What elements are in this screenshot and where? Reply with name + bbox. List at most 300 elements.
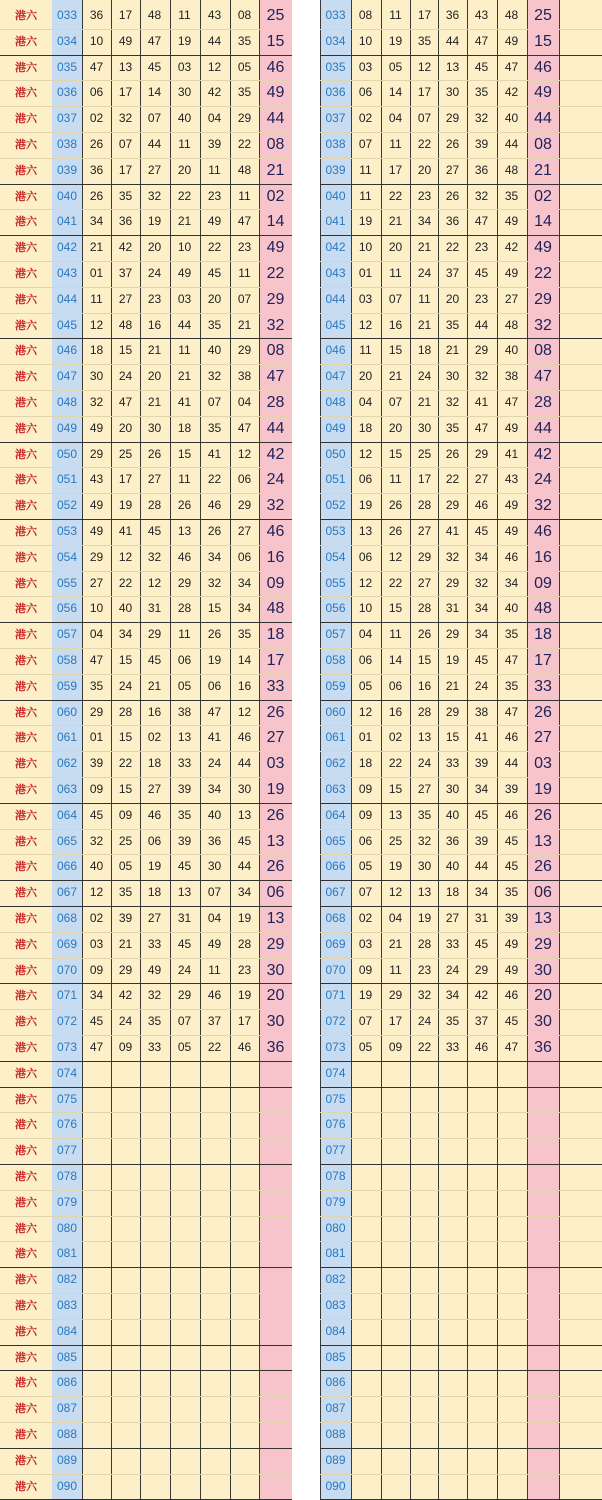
period-number: 074 [325, 1065, 346, 1080]
special-number: 49 [534, 84, 552, 102]
drawn-number: 44 [237, 756, 252, 771]
drawn-number: 21 [388, 936, 403, 951]
drawn-number [381, 1190, 410, 1216]
period-number: 065 [325, 833, 346, 848]
drawn-number [140, 1370, 169, 1396]
drawn-number: 05 [358, 1040, 373, 1054]
drawn-number: 22 [207, 1040, 222, 1054]
row-label: 港六 [15, 550, 37, 564]
drawn-number: 45 [504, 859, 519, 874]
drawn-number [230, 1190, 259, 1216]
drawn-number [230, 1422, 259, 1448]
table-row [320, 1396, 602, 1422]
special-number: 27 [266, 729, 285, 747]
drawn-number: 12 [358, 704, 373, 719]
drawn-number [497, 1061, 526, 1087]
row-label: 港六 [15, 834, 37, 848]
drawn-number [82, 1241, 111, 1267]
table-row [320, 1448, 602, 1474]
drawn-number: 44 [177, 317, 192, 332]
drawn-number: 32 [147, 549, 162, 564]
special-number [259, 1241, 292, 1267]
drawn-number [410, 1422, 439, 1448]
special-number: 32 [534, 316, 552, 334]
drawn-number: 46 [237, 730, 252, 745]
drawn-number: 20 [358, 369, 373, 384]
drawn-number [438, 1061, 467, 1087]
drawn-number: 26 [445, 188, 460, 203]
drawn-number: 19 [388, 859, 403, 874]
special-number [527, 1112, 559, 1138]
drawn-number: 06 [177, 653, 192, 667]
drawn-number: 32 [207, 369, 222, 384]
table-row [320, 1422, 602, 1448]
table-row [320, 958, 602, 984]
drawn-number [351, 1138, 380, 1164]
drawn-number: 27 [417, 575, 432, 590]
drawn-number: 47 [504, 59, 519, 74]
drawn-number: 26 [445, 446, 460, 461]
drawn-number [111, 1422, 140, 1448]
drawn-number: 47 [237, 420, 252, 435]
drawn-number: 19 [118, 498, 133, 513]
drawn-number [381, 1370, 410, 1396]
drawn-number [351, 1190, 380, 1216]
table-row [0, 1241, 292, 1267]
drawn-number [351, 1422, 380, 1448]
drawn-number: 05 [388, 59, 403, 74]
special-number: 09 [534, 574, 552, 592]
drawn-number: 27 [445, 911, 460, 925]
drawn-number [467, 1474, 496, 1500]
period-number: 088 [56, 1427, 78, 1441]
table-row [0, 416, 292, 442]
drawn-number: 33 [445, 936, 460, 951]
table-row [0, 1267, 292, 1293]
drawn-number: 49 [207, 936, 222, 951]
drawn-number: 28 [417, 498, 432, 513]
table-row [0, 880, 292, 906]
special-number: 02 [266, 187, 285, 205]
drawn-number [111, 1241, 140, 1267]
drawn-number [200, 1293, 229, 1319]
drawn-number: 40 [177, 111, 192, 126]
drawn-number: 27 [417, 782, 432, 796]
row-label: 港六 [15, 344, 37, 358]
drawn-number: 10 [358, 240, 373, 255]
drawn-number [467, 1112, 496, 1138]
row-label: 港六 [15, 731, 37, 745]
drawn-number: 23 [147, 291, 162, 306]
drawn-number: 11 [359, 343, 372, 358]
drawn-number: 48 [118, 317, 133, 332]
drawn-number [351, 1448, 380, 1474]
drawn-number: 34 [474, 885, 489, 900]
drawn-number: 22 [417, 137, 432, 151]
drawn-number: 07 [237, 291, 252, 306]
drawn-number: 43 [207, 8, 222, 22]
drawn-number: 40 [207, 343, 222, 358]
special-number: 47 [266, 368, 285, 386]
drawn-number: 26 [417, 627, 432, 642]
drawn-number: 22 [445, 472, 460, 487]
drawn-number: 45 [474, 524, 489, 538]
drawn-number: 19 [445, 653, 460, 667]
period-number: 066 [325, 859, 346, 874]
special-number: 36 [266, 1039, 285, 1056]
drawn-number: 26 [207, 524, 222, 538]
drawn-number: 07 [147, 111, 162, 126]
period-number: 078 [56, 1169, 78, 1183]
drawn-number: 32 [474, 111, 489, 126]
drawn-number: 48 [147, 8, 162, 22]
drawn-number: 21 [89, 240, 104, 255]
drawn-number: 17 [388, 1014, 403, 1029]
special-number: 33 [534, 677, 552, 695]
row-label: 港六 [15, 86, 37, 100]
drawn-number: 49 [504, 524, 519, 538]
drawn-number: 39 [89, 756, 104, 771]
row-label: 港六 [15, 1299, 37, 1312]
drawn-number: 17 [417, 85, 432, 100]
table-row [320, 1164, 602, 1190]
period-number: 041 [56, 214, 78, 229]
drawn-number: 06 [358, 549, 373, 564]
drawn-number: 11 [208, 162, 221, 177]
drawn-number: 12 [89, 317, 104, 332]
drawn-number: 06 [237, 549, 252, 564]
special-number [527, 1293, 559, 1319]
drawn-number: 36 [445, 8, 460, 22]
drawn-number [170, 1112, 199, 1138]
period-number: 043 [325, 266, 346, 280]
drawn-number: 07 [388, 291, 403, 306]
drawn-number: 03 [177, 291, 192, 306]
drawn-number: 39 [118, 911, 133, 925]
drawn-number [497, 1370, 526, 1396]
drawn-number: 11 [178, 8, 191, 22]
drawn-number: 20 [147, 240, 162, 255]
table-row [320, 1035, 602, 1061]
drawn-number: 49 [504, 214, 519, 229]
special-number [259, 1474, 292, 1500]
row-label: 港六 [15, 34, 37, 48]
drawn-number [111, 1267, 140, 1293]
drawn-number: 04 [358, 627, 373, 642]
table-row [320, 1293, 602, 1319]
special-number [259, 1345, 292, 1371]
drawn-number [410, 1061, 439, 1087]
drawn-number: 24 [147, 266, 162, 280]
drawn-number: 21 [147, 678, 162, 693]
drawn-number [497, 1448, 526, 1474]
drawn-number: 09 [118, 1040, 133, 1054]
drawn-number: 25 [388, 833, 403, 848]
drawn-number: 27 [89, 575, 104, 590]
table-row [320, 596, 602, 622]
drawn-number [410, 1112, 439, 1138]
drawn-number: 28 [417, 601, 432, 616]
drawn-number: 10 [89, 33, 104, 48]
drawn-number: 23 [417, 962, 432, 977]
table-row [0, 596, 292, 622]
drawn-number: 20 [147, 369, 162, 384]
drawn-number: 27 [417, 524, 432, 538]
drawn-number [497, 1216, 526, 1242]
table-row [320, 932, 602, 958]
drawn-number: 08 [358, 8, 373, 22]
table-row [0, 364, 292, 390]
drawn-number [140, 1474, 169, 1500]
drawn-number: 34 [237, 601, 252, 616]
drawn-number [170, 1241, 199, 1267]
drawn-number [410, 1267, 439, 1293]
drawn-number: 32 [89, 833, 104, 848]
drawn-number [140, 1164, 169, 1190]
special-number: 32 [266, 497, 285, 515]
drawn-number: 49 [89, 498, 104, 513]
drawn-number [467, 1319, 496, 1345]
drawn-number: 37 [474, 1014, 489, 1029]
period-number: 060 [56, 704, 78, 719]
drawn-number: 49 [504, 936, 519, 951]
drawn-number: 34 [237, 885, 252, 900]
drawn-number: 35 [207, 420, 222, 435]
row-label: 港六 [15, 421, 37, 435]
row-label: 港六 [15, 1350, 37, 1364]
period-number: 054 [56, 549, 78, 564]
period-number: 067 [325, 885, 346, 900]
drawn-number [438, 1138, 467, 1164]
drawn-number: 14 [147, 85, 162, 100]
drawn-number: 16 [417, 678, 432, 693]
drawn-number [467, 1448, 496, 1474]
special-number [527, 1396, 559, 1422]
drawn-number [438, 1370, 467, 1396]
drawn-number: 44 [445, 33, 460, 48]
special-number: 49 [266, 84, 285, 102]
table-row [0, 1190, 292, 1216]
drawn-number: 27 [474, 472, 489, 487]
drawn-number: 43 [504, 472, 519, 487]
row-label: 港六 [15, 163, 37, 177]
drawn-number: 16 [147, 704, 162, 719]
period-number: 072 [325, 1014, 346, 1029]
drawn-number: 35 [118, 188, 133, 203]
drawn-number: 29 [445, 111, 460, 126]
drawn-number: 21 [417, 240, 432, 255]
special-number: 13 [534, 910, 552, 927]
drawn-number [170, 1164, 199, 1190]
special-number: 44 [534, 110, 552, 128]
drawn-number [467, 1267, 496, 1293]
period-number: 051 [325, 472, 346, 487]
drawn-number [467, 1345, 496, 1371]
period-number: 051 [56, 472, 78, 487]
drawn-number: 16 [388, 317, 403, 332]
drawn-number [230, 1267, 259, 1293]
drawn-number: 39 [177, 782, 192, 796]
special-number [527, 1087, 559, 1113]
drawn-number: 27 [445, 162, 460, 177]
drawn-number [82, 1319, 111, 1345]
drawn-number [497, 1112, 526, 1138]
drawn-number: 07 [358, 1014, 373, 1029]
drawn-number: 49 [147, 962, 162, 977]
drawn-number [111, 1293, 140, 1319]
drawn-number: 49 [504, 420, 519, 435]
special-number: 09 [266, 574, 285, 592]
special-number: 21 [266, 161, 285, 179]
drawn-number [467, 1422, 496, 1448]
table-row [320, 983, 602, 1009]
drawn-number: 49 [504, 266, 519, 280]
special-number [259, 1216, 292, 1242]
drawn-number [410, 1319, 439, 1345]
drawn-number: 38 [474, 704, 489, 719]
drawn-number: 34 [474, 627, 489, 642]
drawn-number: 15 [417, 653, 432, 667]
period-number: 089 [325, 1452, 346, 1467]
drawn-number [381, 1319, 410, 1345]
drawn-number: 04 [358, 395, 373, 409]
table-row [320, 700, 602, 726]
drawn-number: 26 [388, 498, 403, 513]
drawn-number: 10 [89, 601, 104, 616]
drawn-number [230, 1448, 259, 1474]
drawn-number: 32 [147, 988, 162, 1003]
special-number: 16 [534, 548, 552, 566]
drawn-number: 24 [417, 369, 432, 384]
drawn-number: 36 [207, 833, 222, 848]
drawn-number: 18 [147, 885, 162, 900]
period-number: 052 [325, 498, 346, 513]
drawn-number [170, 1396, 199, 1422]
drawn-number: 35 [118, 885, 133, 900]
drawn-number: 37 [207, 1014, 222, 1029]
table-row [320, 1216, 602, 1242]
drawn-number [410, 1216, 439, 1242]
drawn-number: 24 [118, 369, 133, 384]
period-number: 044 [56, 291, 78, 306]
drawn-number: 22 [237, 137, 252, 151]
drawn-number: 04 [237, 395, 252, 409]
table-row [0, 622, 292, 648]
drawn-number [111, 1319, 140, 1345]
drawn-number: 04 [207, 911, 222, 925]
table-row [0, 571, 292, 597]
drawn-number: 44 [207, 33, 222, 48]
row-label: 港六 [15, 1247, 37, 1261]
drawn-number: 34 [445, 988, 460, 1003]
special-number: 28 [266, 394, 285, 411]
period-number: 078 [325, 1169, 346, 1183]
drawn-number: 45 [177, 936, 192, 951]
drawn-number: 40 [504, 111, 519, 126]
special-number [527, 1448, 559, 1474]
special-number: 29 [534, 935, 552, 953]
drawn-number [381, 1448, 410, 1474]
special-number: 49 [534, 239, 552, 257]
drawn-number: 33 [445, 1040, 460, 1054]
drawn-number [351, 1345, 380, 1371]
drawn-number: 21 [445, 678, 460, 693]
drawn-number: 27 [504, 291, 519, 306]
drawn-number [351, 1293, 380, 1319]
drawn-number: 24 [118, 1014, 133, 1029]
drawn-number: 23 [237, 240, 252, 255]
drawn-number [170, 1422, 199, 1448]
table-row [320, 1474, 602, 1500]
period-number: 081 [56, 1246, 78, 1261]
drawn-number: 37 [445, 266, 460, 280]
drawn-number: 09 [388, 1040, 403, 1054]
drawn-number: 29 [89, 704, 104, 719]
table-row [0, 1112, 292, 1138]
drawn-number: 21 [147, 395, 162, 409]
drawn-number: 19 [358, 988, 373, 1003]
drawn-number: 46 [237, 1040, 252, 1054]
drawn-number [230, 1164, 259, 1190]
drawn-number: 32 [445, 395, 460, 409]
drawn-number: 20 [207, 291, 222, 306]
special-number: 49 [266, 239, 285, 257]
period-number: 086 [325, 1375, 346, 1390]
drawn-number [170, 1370, 199, 1396]
period-number: 034 [325, 33, 346, 48]
drawn-number [111, 1448, 140, 1474]
special-number: 14 [266, 213, 285, 231]
drawn-number [82, 1267, 111, 1293]
drawn-number: 26 [207, 627, 222, 642]
drawn-number: 31 [177, 911, 192, 925]
drawn-number: 26 [445, 137, 460, 151]
drawn-number: 40 [504, 343, 519, 358]
period-number: 053 [56, 524, 78, 538]
period-number: 043 [56, 266, 78, 280]
drawn-number [467, 1370, 496, 1396]
special-number [527, 1190, 559, 1216]
drawn-number: 19 [207, 653, 222, 667]
table-row [320, 184, 602, 210]
drawn-number: 02 [358, 911, 373, 925]
drawn-number: 09 [358, 962, 373, 977]
row-label: 港六 [15, 1273, 37, 1287]
drawn-number: 28 [118, 704, 133, 719]
table-row [0, 854, 292, 880]
table-row [320, 1370, 602, 1396]
period-number: 059 [56, 678, 78, 693]
period-number: 033 [325, 8, 346, 22]
drawn-number: 27 [237, 524, 252, 538]
drawn-number [82, 1293, 111, 1319]
table-row [0, 1396, 292, 1422]
drawn-number: 06 [89, 85, 104, 100]
drawn-number: 25 [417, 446, 432, 461]
drawn-number: 22 [417, 1040, 432, 1054]
drawn-number [467, 1138, 496, 1164]
special-number: 16 [266, 548, 285, 566]
drawn-number: 35 [504, 627, 519, 642]
period-number: 035 [56, 59, 78, 74]
table-row [0, 1370, 292, 1396]
drawn-number [351, 1370, 380, 1396]
drawn-number: 43 [474, 8, 489, 22]
drawn-number: 17 [237, 1014, 252, 1029]
drawn-number [467, 1061, 496, 1087]
special-number [527, 1474, 559, 1500]
drawn-number: 36 [445, 833, 460, 848]
